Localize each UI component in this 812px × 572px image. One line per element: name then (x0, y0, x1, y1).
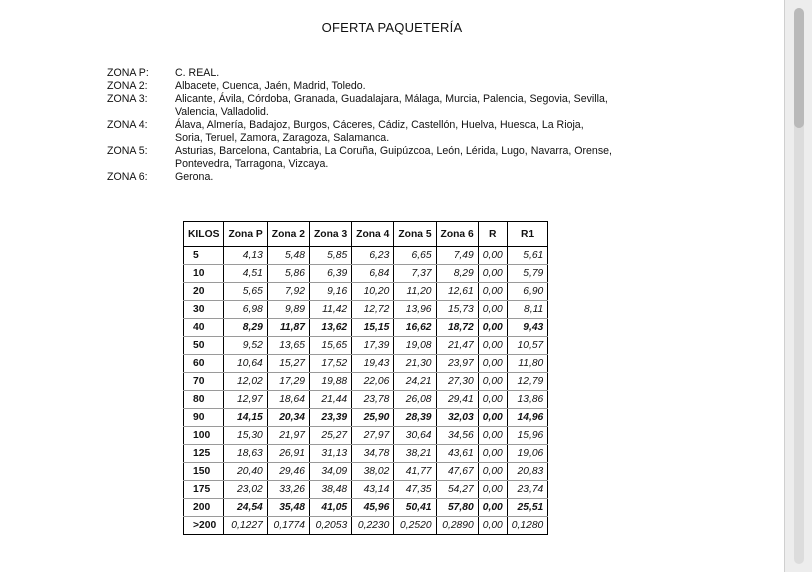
price-cell: 45,96 (352, 499, 394, 517)
table-row (184, 409, 548, 427)
price-cell: 15,27 (267, 355, 309, 373)
price-cell: 23,78 (352, 391, 394, 409)
zone-provinces-line: Pontevedra, Tarragona, Vizcaya. (175, 158, 329, 170)
price-cell: 34,78 (352, 445, 394, 463)
kilos-cell: 10 (184, 265, 224, 283)
price-cell: 14,15 (224, 409, 267, 427)
zone-row (107, 171, 645, 184)
price-cell: 0,00 (478, 409, 507, 427)
kilos-cell: 40 (184, 319, 224, 337)
price-cell: 0,1774 (267, 517, 309, 535)
price-cell: 10,20 (352, 283, 394, 301)
price-cell: 20,40 (224, 463, 267, 481)
price-table (183, 221, 548, 535)
kilos-cell: 200 (184, 499, 224, 517)
price-cell: 4,13 (224, 247, 267, 265)
price-cell: 21,47 (436, 337, 478, 355)
price-cell: 6,90 (507, 283, 548, 301)
kilos-cell: 50 (184, 337, 224, 355)
price-cell: 26,91 (267, 445, 309, 463)
price-cell: 18,63 (224, 445, 267, 463)
column-header: Zona 4 (352, 222, 394, 247)
price-cell: 7,92 (267, 283, 309, 301)
document-title: OFERTA PAQUETERÍA (321, 20, 463, 35)
price-cell: 0,2890 (436, 517, 478, 535)
zone-provinces-line: Álava, Almería, Badajoz, Burgos, Cáceres, Cádiz, Castellón, Huelva, Huesca, La Rioja, (175, 119, 584, 131)
zone-provinces (175, 67, 645, 80)
price-cell: 5,85 (309, 247, 351, 265)
price-cell: 25,27 (309, 427, 351, 445)
price-cell: 0,00 (478, 373, 507, 391)
price-cell: 17,52 (309, 355, 351, 373)
table-body (184, 247, 548, 535)
price-cell: 28,39 (394, 409, 436, 427)
column-header: Zona 5 (394, 222, 436, 247)
zone-provinces-line: Gerona. (175, 171, 214, 183)
price-cell: 12,02 (224, 373, 267, 391)
price-cell: 0,00 (478, 463, 507, 481)
price-cell: 47,67 (436, 463, 478, 481)
price-cell: 12,61 (436, 283, 478, 301)
price-cell: 18,72 (436, 319, 478, 337)
price-cell: 38,21 (394, 445, 436, 463)
price-cell: 8,11 (507, 301, 548, 319)
price-cell: 13,65 (267, 337, 309, 355)
price-cell: 6,98 (224, 301, 267, 319)
price-cell: 23,02 (224, 481, 267, 499)
price-cell: 5,61 (507, 247, 548, 265)
table-row (184, 247, 548, 265)
price-cell: 0,00 (478, 391, 507, 409)
price-cell: 0,00 (478, 319, 507, 337)
price-cell: 30,64 (394, 427, 436, 445)
zone-row (107, 145, 645, 171)
table-row (184, 373, 548, 391)
price-cell: 6,39 (309, 265, 351, 283)
kilos-cell: 5 (184, 247, 224, 265)
price-cell: 8,29 (436, 265, 478, 283)
price-cell: 5,79 (507, 265, 548, 283)
zone-label: ZONA 4: (107, 119, 148, 131)
column-header: Zona P (224, 222, 267, 247)
price-cell: 25,51 (507, 499, 548, 517)
price-cell: 6,65 (394, 247, 436, 265)
price-cell: 22,06 (352, 373, 394, 391)
table-row (184, 319, 548, 337)
price-cell: 0,00 (478, 283, 507, 301)
price-cell: 7,49 (436, 247, 478, 265)
price-cell: 25,90 (352, 409, 394, 427)
price-cell: 0,00 (478, 517, 507, 535)
zone-label: ZONA 3: (107, 93, 148, 105)
price-cell: 7,37 (394, 265, 436, 283)
zone-provinces (175, 145, 645, 171)
price-cell: 12,97 (224, 391, 267, 409)
price-cell: 9,43 (507, 319, 548, 337)
zone-provinces (175, 171, 645, 184)
price-cell: 47,35 (394, 481, 436, 499)
price-cell: 17,39 (352, 337, 394, 355)
table-row (184, 283, 548, 301)
table-row (184, 517, 548, 535)
kilos-cell: 80 (184, 391, 224, 409)
zone-row (107, 80, 645, 93)
price-cell: 57,80 (436, 499, 478, 517)
zone-label: ZONA 2: (107, 80, 148, 92)
price-cell: 0,00 (478, 301, 507, 319)
price-cell: 15,65 (309, 337, 351, 355)
scrollbar-thumb[interactable] (794, 8, 804, 128)
price-cell: 43,14 (352, 481, 394, 499)
zone-provinces (175, 119, 645, 145)
price-cell: 6,23 (352, 247, 394, 265)
table-row (184, 265, 548, 283)
zone-provinces-line: C. REAL. (175, 67, 220, 79)
price-cell: 0,00 (478, 499, 507, 517)
price-cell: 11,87 (267, 319, 309, 337)
price-cell: 0,00 (478, 481, 507, 499)
price-cell: 0,1280 (507, 517, 548, 535)
price-cell: 50,41 (394, 499, 436, 517)
price-cell: 19,08 (394, 337, 436, 355)
price-cell: 31,13 (309, 445, 351, 463)
price-cell: 18,64 (267, 391, 309, 409)
vertical-scrollbar[interactable] (784, 0, 812, 572)
price-cell: 34,09 (309, 463, 351, 481)
table-row (184, 427, 548, 445)
price-cell: 23,74 (507, 481, 548, 499)
price-cell: 27,30 (436, 373, 478, 391)
price-cell: 0,00 (478, 247, 507, 265)
zone-provinces-line: Alicante, Ávila, Córdoba, Granada, Guadalajara, Málaga, Murcia, Palencia, Segovia, Sevilla, (175, 93, 608, 105)
kilos-cell: >200 (184, 517, 224, 535)
zone-label: ZONA 5: (107, 145, 148, 157)
price-cell: 16,62 (394, 319, 436, 337)
price-cell: 13,96 (394, 301, 436, 319)
price-cell: 8,29 (224, 319, 267, 337)
price-cell: 29,41 (436, 391, 478, 409)
price-cell: 21,30 (394, 355, 436, 373)
price-cell: 0,00 (478, 445, 507, 463)
table-header-row (184, 222, 548, 247)
column-header: Zona 3 (309, 222, 351, 247)
price-cell: 54,27 (436, 481, 478, 499)
price-cell: 0,2520 (394, 517, 436, 535)
zone-provinces-line: Valencia, Valladolid. (175, 106, 269, 118)
price-cell: 23,97 (436, 355, 478, 373)
price-cell: 21,97 (267, 427, 309, 445)
price-cell: 0,2053 (309, 517, 351, 535)
table-row (184, 337, 548, 355)
price-cell: 29,46 (267, 463, 309, 481)
table-row (184, 481, 548, 499)
table-row (184, 301, 548, 319)
table-row (184, 499, 548, 517)
price-cell: 0,00 (478, 265, 507, 283)
column-header: KILOS (184, 222, 224, 247)
zone-provinces-line: Albacete, Cuenca, Jaén, Madrid, Toledo. (175, 80, 366, 92)
price-cell: 43,61 (436, 445, 478, 463)
price-cell: 24,54 (224, 499, 267, 517)
price-cell: 32,03 (436, 409, 478, 427)
price-cell: 0,2230 (352, 517, 394, 535)
table-row (184, 355, 548, 373)
kilos-cell: 90 (184, 409, 224, 427)
price-cell: 15,15 (352, 319, 394, 337)
price-cell: 41,05 (309, 499, 351, 517)
price-cell: 10,64 (224, 355, 267, 373)
zone-row (107, 93, 645, 119)
kilos-cell: 125 (184, 445, 224, 463)
price-cell: 10,57 (507, 337, 548, 355)
price-cell: 9,52 (224, 337, 267, 355)
zone-provinces-line: Soria, Teruel, Zamora, Zaragoza, Salamanca. (175, 132, 390, 144)
price-cell: 33,26 (267, 481, 309, 499)
price-cell: 13,86 (507, 391, 548, 409)
price-cell: 17,29 (267, 373, 309, 391)
zone-list (107, 67, 645, 184)
column-header: Zona 2 (267, 222, 309, 247)
price-cell: 24,21 (394, 373, 436, 391)
price-cell: 12,72 (352, 301, 394, 319)
kilos-cell: 175 (184, 481, 224, 499)
price-cell: 14,96 (507, 409, 548, 427)
price-cell: 41,77 (394, 463, 436, 481)
price-cell: 11,20 (394, 283, 436, 301)
price-cell: 5,86 (267, 265, 309, 283)
price-cell: 9,89 (267, 301, 309, 319)
price-cell: 11,80 (507, 355, 548, 373)
kilos-cell: 100 (184, 427, 224, 445)
price-cell: 23,39 (309, 409, 351, 427)
zone-label: ZONA 6: (107, 171, 148, 183)
kilos-cell: 30 (184, 301, 224, 319)
price-cell: 15,30 (224, 427, 267, 445)
table-row (184, 463, 548, 481)
price-cell: 0,00 (478, 427, 507, 445)
price-cell: 4,51 (224, 265, 267, 283)
kilos-cell: 150 (184, 463, 224, 481)
price-cell: 20,83 (507, 463, 548, 481)
zone-label: ZONA P: (107, 67, 149, 79)
kilos-cell: 60 (184, 355, 224, 373)
price-cell: 0,00 (478, 337, 507, 355)
price-cell: 0,1227 (224, 517, 267, 535)
kilos-cell: 70 (184, 373, 224, 391)
kilos-cell: 20 (184, 283, 224, 301)
price-cell: 38,02 (352, 463, 394, 481)
price-cell: 6,84 (352, 265, 394, 283)
price-cell: 19,43 (352, 355, 394, 373)
price-cell: 35,48 (267, 499, 309, 517)
price-cell: 5,65 (224, 283, 267, 301)
price-cell: 5,48 (267, 247, 309, 265)
zone-provinces (175, 93, 645, 119)
zone-row (107, 67, 645, 80)
price-cell: 9,16 (309, 283, 351, 301)
column-header: Zona 6 (436, 222, 478, 247)
table-row (184, 391, 548, 409)
price-cell: 19,88 (309, 373, 351, 391)
price-cell: 13,62 (309, 319, 351, 337)
price-cell: 20,34 (267, 409, 309, 427)
price-cell: 26,08 (394, 391, 436, 409)
zone-provinces-line: Asturias, Barcelona, Cantabria, La Coruña, Guipúzcoa, León, Lérida, Lugo, Navarra, Orense, (175, 145, 612, 157)
price-cell: 11,42 (309, 301, 351, 319)
table-row (184, 445, 548, 463)
price-cell: 21,44 (309, 391, 351, 409)
price-cell: 38,48 (309, 481, 351, 499)
price-cell: 34,56 (436, 427, 478, 445)
price-cell: 15,73 (436, 301, 478, 319)
zone-row (107, 119, 645, 145)
column-header: R (478, 222, 507, 247)
price-cell: 15,96 (507, 427, 548, 445)
price-cell: 27,97 (352, 427, 394, 445)
price-cell: 0,00 (478, 355, 507, 373)
column-header: R1 (507, 222, 548, 247)
price-cell: 19,06 (507, 445, 548, 463)
zone-provinces (175, 80, 645, 93)
price-cell: 12,79 (507, 373, 548, 391)
